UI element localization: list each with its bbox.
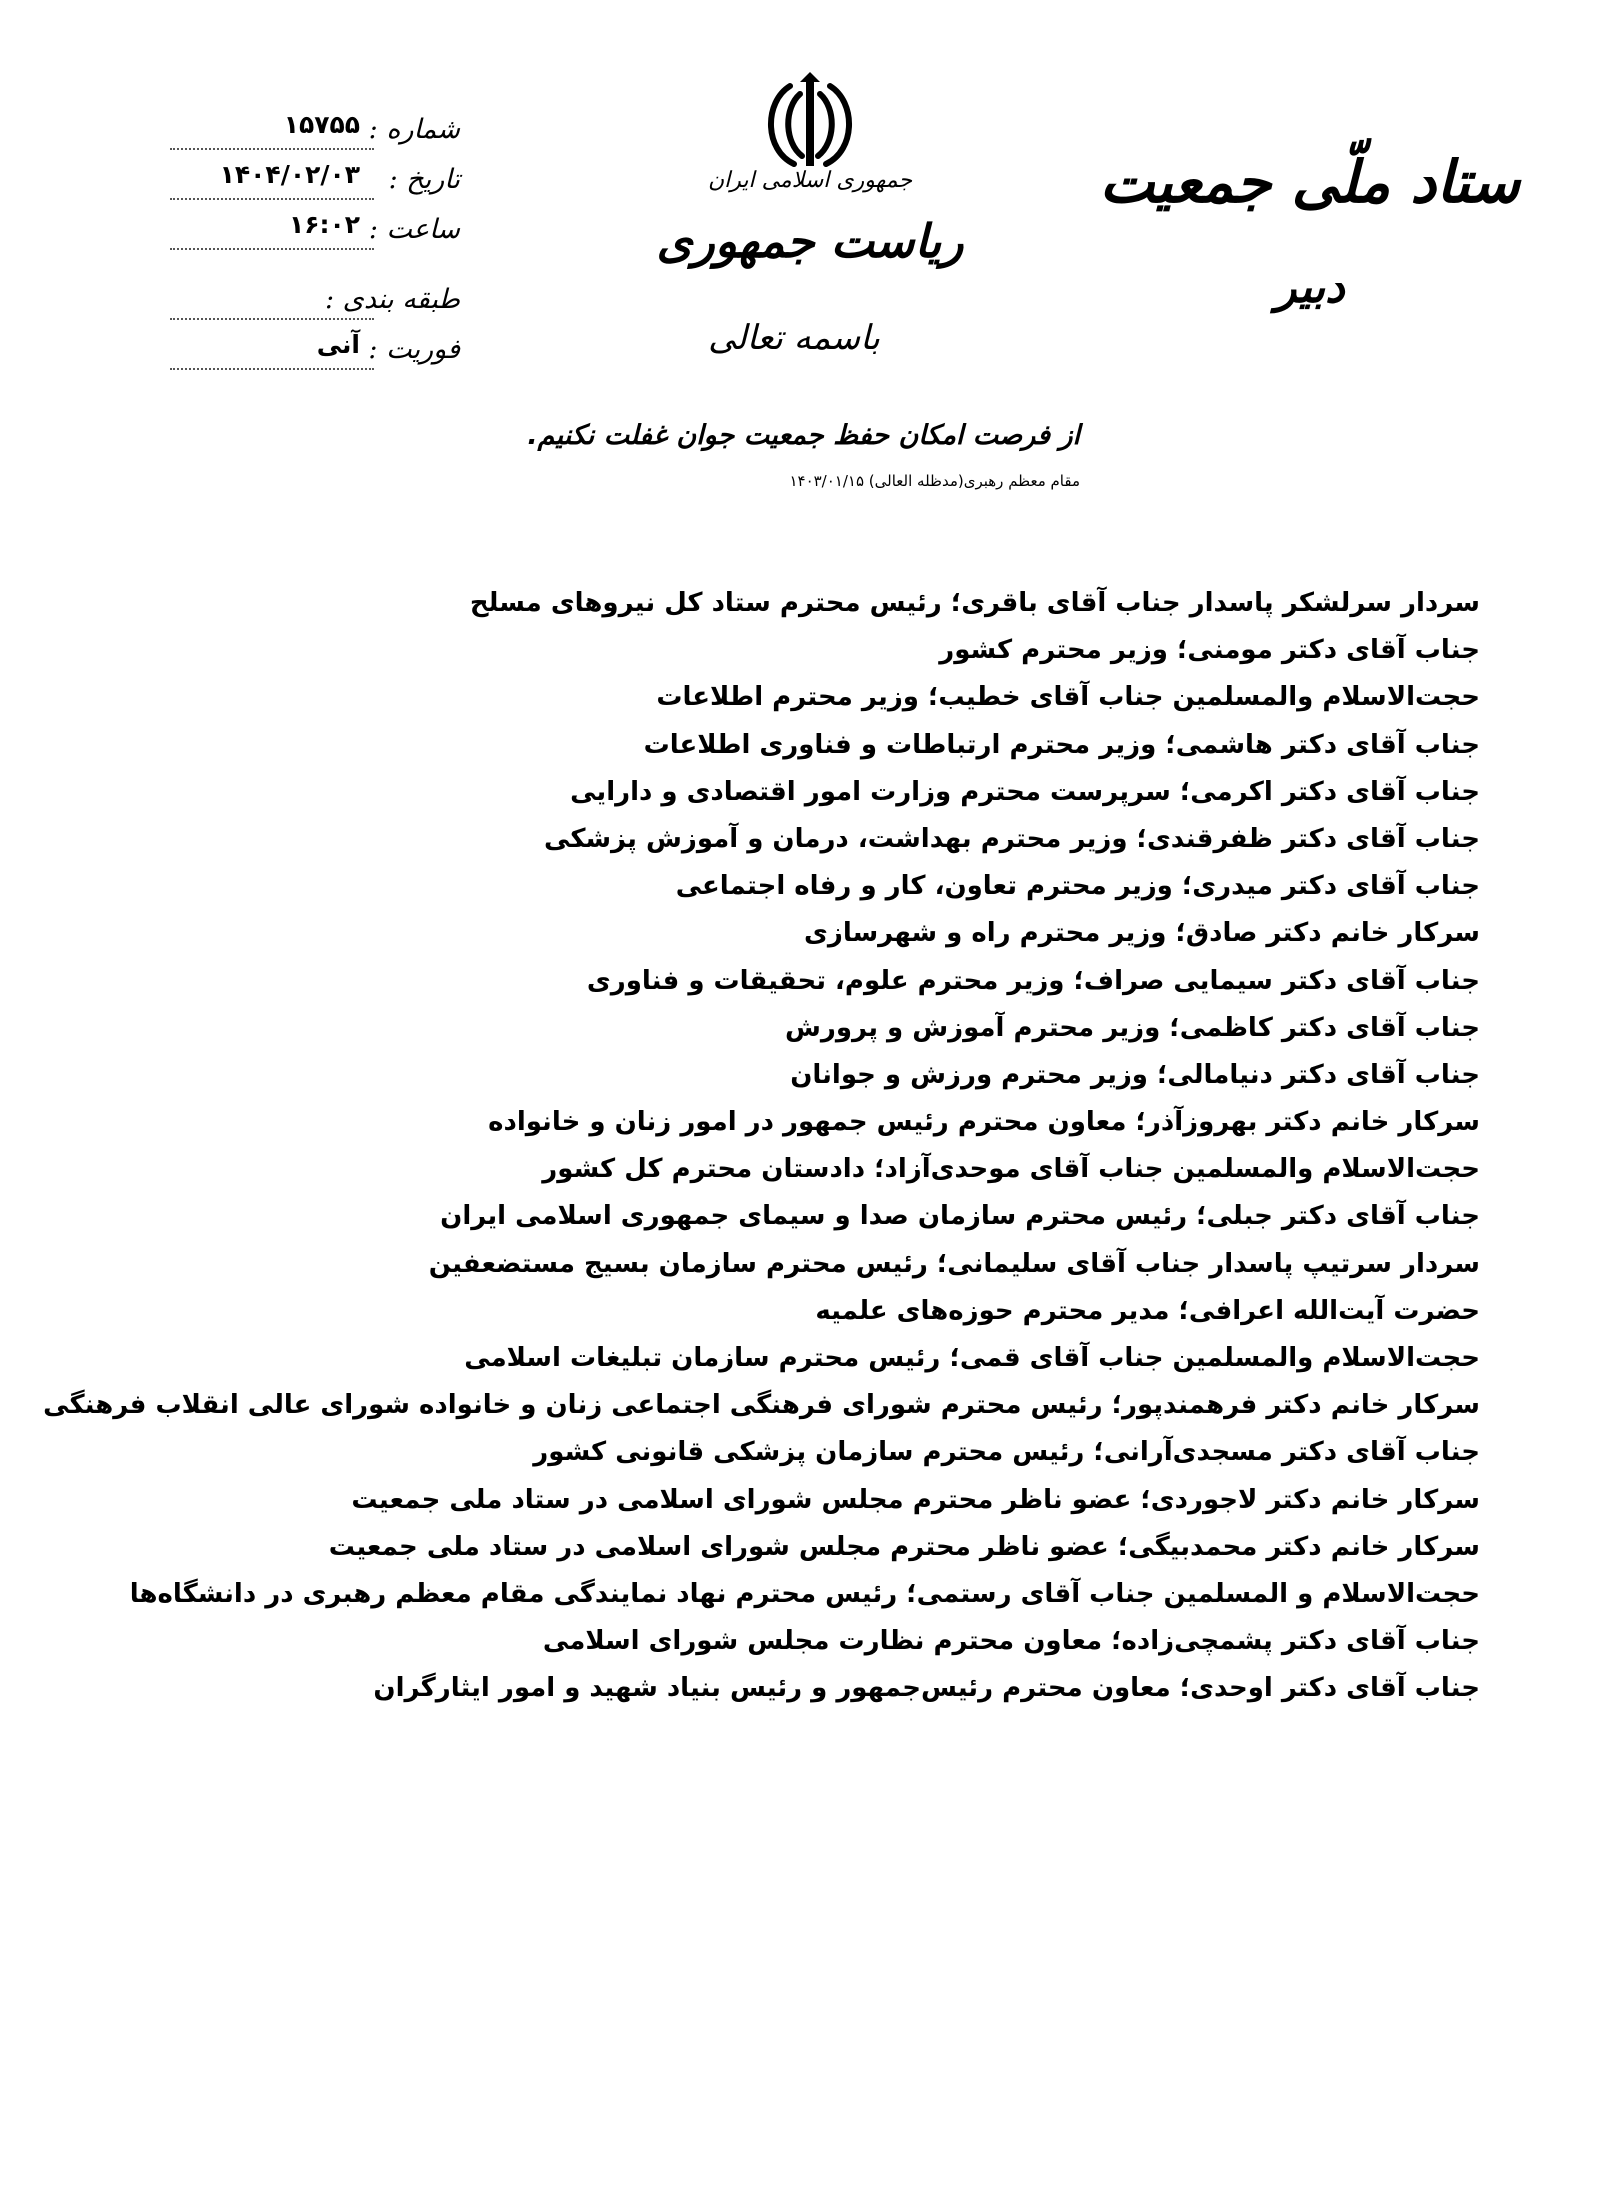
meta-time-value: ۱۶:۰۲ (288, 210, 360, 239)
meta-number-row (170, 110, 460, 160)
recipient-item: جناب آقای دکتر مومنی؛ وزیر محترم کشور (939, 635, 1480, 666)
meta-number-value: ۱۵۷۵۵ (283, 110, 360, 139)
motto: از فرصت امکان حفظ جمعیت جوان غفلت نکنیم. (527, 420, 1080, 451)
recipient-item: حضرت آیت‌الله اعرافی؛ مدیر محترم حوزه‌های علمیه (815, 1295, 1480, 1326)
government-name-small: جمهوری اسلامی ایران (707, 168, 913, 193)
recipient-item: حجت‌الاسلام والمسلمین جناب آقای قمی؛ رئیس محترم سازمان تبلیغات اسلامی (464, 1343, 1480, 1373)
basmala: باسمه تعالی (708, 318, 880, 358)
meta-date-line (170, 198, 374, 200)
recipient-item: حجت‌الاسلام والمسلمین جناب آقای خطیب؛ وزیر محترم اطلاعات (656, 682, 1480, 713)
recipient-item: جناب آقای دکتر هاشمی؛ وزیر محترم ارتباطات و فناوری اطلاعات (643, 729, 1480, 760)
meta-priority-row (170, 330, 460, 380)
meta-date-value: ۱۴۰۴/۰۲/۰۳ (219, 160, 360, 189)
organization-title: ستاد ملّی جمعیت (1099, 148, 1520, 216)
recipient-item: جناب آقای دکتر ظفرقندی؛ وزیر محترم بهداشت، درمان و آموزش پزشکی (544, 823, 1480, 854)
recipient-item: سرکار خانم دکتر صادق؛ وزیر محترم راه و شهرسازی (804, 918, 1480, 949)
meta-time-row (170, 210, 460, 260)
meta-classification-label: طبقه بندی : (325, 284, 460, 315)
meta-time-line (170, 248, 374, 250)
recipient-item: جناب آقای دکتر دنیامالی؛ وزیر محترم ورزش و جوانان (790, 1059, 1480, 1090)
iran-emblem-icon (750, 72, 870, 172)
recipient-item: جناب آقای دکتر جبلی؛ رئیس محترم سازمان صدا و سیمای جمهوری اسلامی ایران (440, 1201, 1480, 1232)
meta-time-label: ساعت : (368, 214, 460, 245)
motto-source: مقام معظم رهبری(مدظله العالی) ۱۴۰۳/۰۱/۱۵ (789, 472, 1080, 490)
organization-subtitle: دبیر (1275, 262, 1345, 313)
letter-meta (170, 110, 460, 380)
recipient-item: جناب آقای دکتر اوحدی؛ معاون محترم رئیس‌جمهور و رئیس بنیاد شهید و امور ایثارگران (373, 1673, 1480, 1704)
recipient-item: سردار سرتیپ پاسدار جناب آقای سلیمانی؛ رئیس محترم سازمان بسیج مستضعفین (428, 1248, 1480, 1279)
recipient-item: جناب آقای دکتر سیمایی صراف؛ وزیر محترم علوم، تحقیقات و فناوری (586, 965, 1480, 996)
meta-classification-row (170, 280, 460, 330)
recipient-item: جناب آقای دکتر کاظمی؛ وزیر محترم آموزش و پرورش (785, 1012, 1480, 1043)
recipient-list (43, 580, 1480, 1713)
recipient-item: حجت‌الاسلام و المسلمین جناب آقای رستمی؛ رئیس محترم نهاد نمایندگی مقام معظم رهبری در دانشگاه‌ها (129, 1578, 1480, 1609)
recipient-item: جناب آقای دکتر پشمچی‌زاده؛ معاون محترم نظارت مجلس شورای اسلامی (542, 1626, 1480, 1657)
meta-number-label: شماره : (368, 114, 460, 145)
meta-number-line (170, 148, 374, 150)
government-name-large: ریاست جمهوری (656, 214, 964, 268)
meta-priority-value: آنی (316, 330, 360, 359)
recipient-item: جناب آقای دکتر مسجدی‌آرانی؛ رئیس محترم سازمان پزشکی قانونی کشور (533, 1437, 1480, 1468)
meta-date-label: تاریخ : (388, 164, 460, 195)
recipient-item: سرکار خانم دکتر لاجوردی؛ عضو ناظر محترم مجلس شورای اسلامی در ستاد ملی جمعیت (351, 1484, 1480, 1515)
recipient-item: جناب آقای دکتر اکرمی؛ سرپرست محترم وزارت امور اقتصادی و دارایی (570, 776, 1480, 807)
meta-date-row (170, 160, 460, 210)
meta-classification-line (170, 318, 374, 320)
recipient-item: جناب آقای دکتر میدری؛ وزیر محترم تعاون، کار و رفاه اجتماعی (675, 871, 1480, 902)
meta-priority-label: فوریت : (368, 334, 460, 365)
recipient-item: سرکار خانم دکتر بهروزآذر؛ معاون محترم رئیس جمهور در امور زنان و خانواده (488, 1107, 1480, 1138)
recipient-item: سرکار خانم دکتر فرهمندپور؛ رئیس محترم شورای فرهنگی اجتماعی زنان و خانواده شورای عالی انقلاب فرهنگی (43, 1390, 1480, 1421)
recipient-item: سردار سرلشکر پاسدار جناب آقای باقری؛ رئیس محترم ستاد کل نیروهای مسلح (469, 588, 1480, 618)
meta-priority-line (170, 368, 374, 370)
recipient-item: حجت‌الاسلام والمسلمین جناب آقای موحدی‌آزاد؛ دادستان محترم کل کشور (542, 1154, 1480, 1185)
recipient-item: سرکار خانم دکتر محمدبیگی؛ عضو ناظر محترم مجلس شورای اسلامی در ستاد ملی جمعیت (328, 1531, 1480, 1562)
